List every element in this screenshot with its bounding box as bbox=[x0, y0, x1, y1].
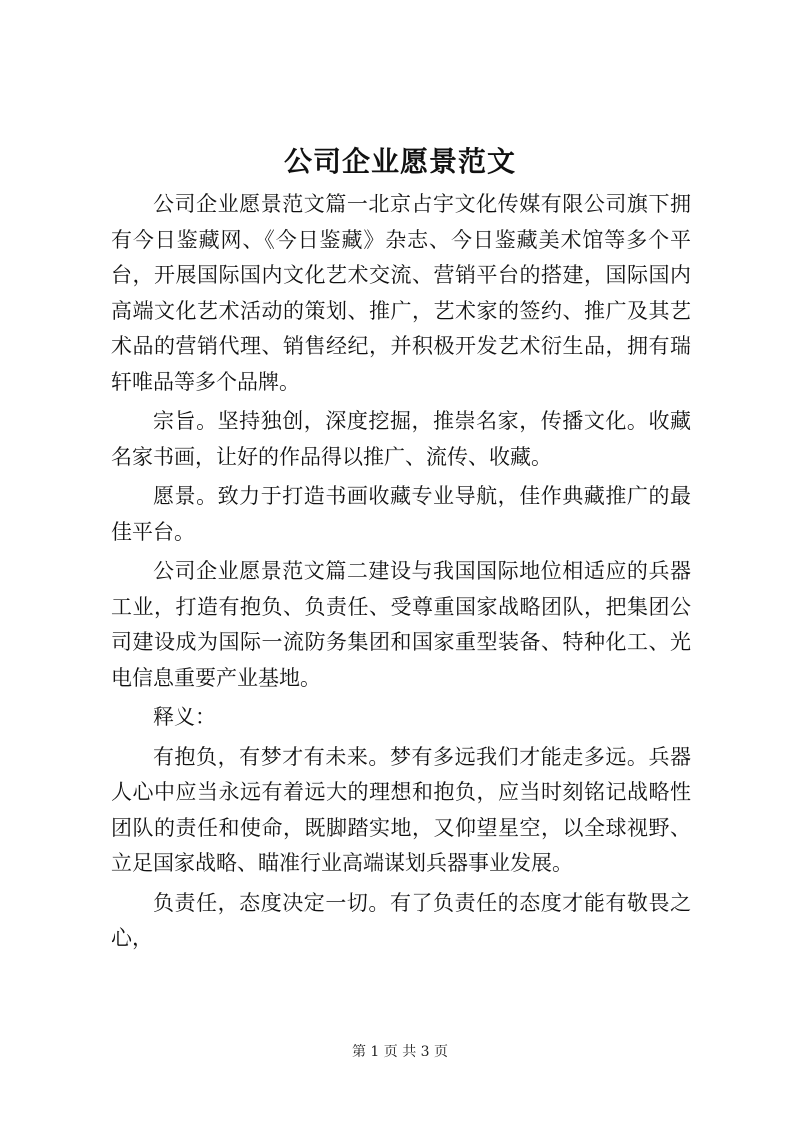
document-body bbox=[111, 187, 691, 961]
page-footer: 第 1 页 共 3 页 bbox=[351, 1044, 449, 1060]
paragraph-4: 公司企业愿景范文篇二建设与我国国际地位相适应的兵器工业，打造有抱负、负责任、受尊重国家战略团队，把集团公司建设成为国际一流防务集团和国家重型装备、特种化工、光电信息重要产业基地。 bbox=[111, 559, 691, 690]
paragraph-2: 宗旨。坚持独创，深度挖掘，推崇名家，传播文化。收藏名家书画，让好的作品得以推广、流传、收藏。 bbox=[111, 409, 691, 469]
document-title: 公司企业愿景范文 bbox=[283, 145, 516, 178]
paragraph-3: 愿景。致力于打造书画收藏专业导航，佳作典藏推广的最佳平台。 bbox=[111, 484, 691, 544]
paragraph-1: 公司企业愿景范文篇一北京占宇文化传媒有限公司旗下拥有今日鉴藏网、《今日鉴藏》杂志、今日鉴藏美术馆等多个平台，开展国际国内文化艺术交流、营销平台的搭建，国际国内高端文化艺术活动的策划、推广，艺术家的签约、推广及其艺术品的营销代理、销售经纪，并积极开发艺术衍生品，拥有瑞轩唯品等多个品牌。 bbox=[111, 192, 691, 394]
paragraph-5: 释义： bbox=[153, 705, 216, 729]
paragraph-7: 负责任，态度决定一切。有了负责任的态度才能有敬畏之心， bbox=[111, 890, 691, 950]
paragraph-6: 有抱负，有梦才有未来。梦有多远我们才能走多远。兵器人心中应当永远有着远大的理想和抱负，应当时刻铭记战略性团队的责任和使命，既脚踏实地，又仰望星空，以全球视野、立足国家战略、瞄准行业高端谋划兵器事业发展。 bbox=[111, 744, 691, 875]
